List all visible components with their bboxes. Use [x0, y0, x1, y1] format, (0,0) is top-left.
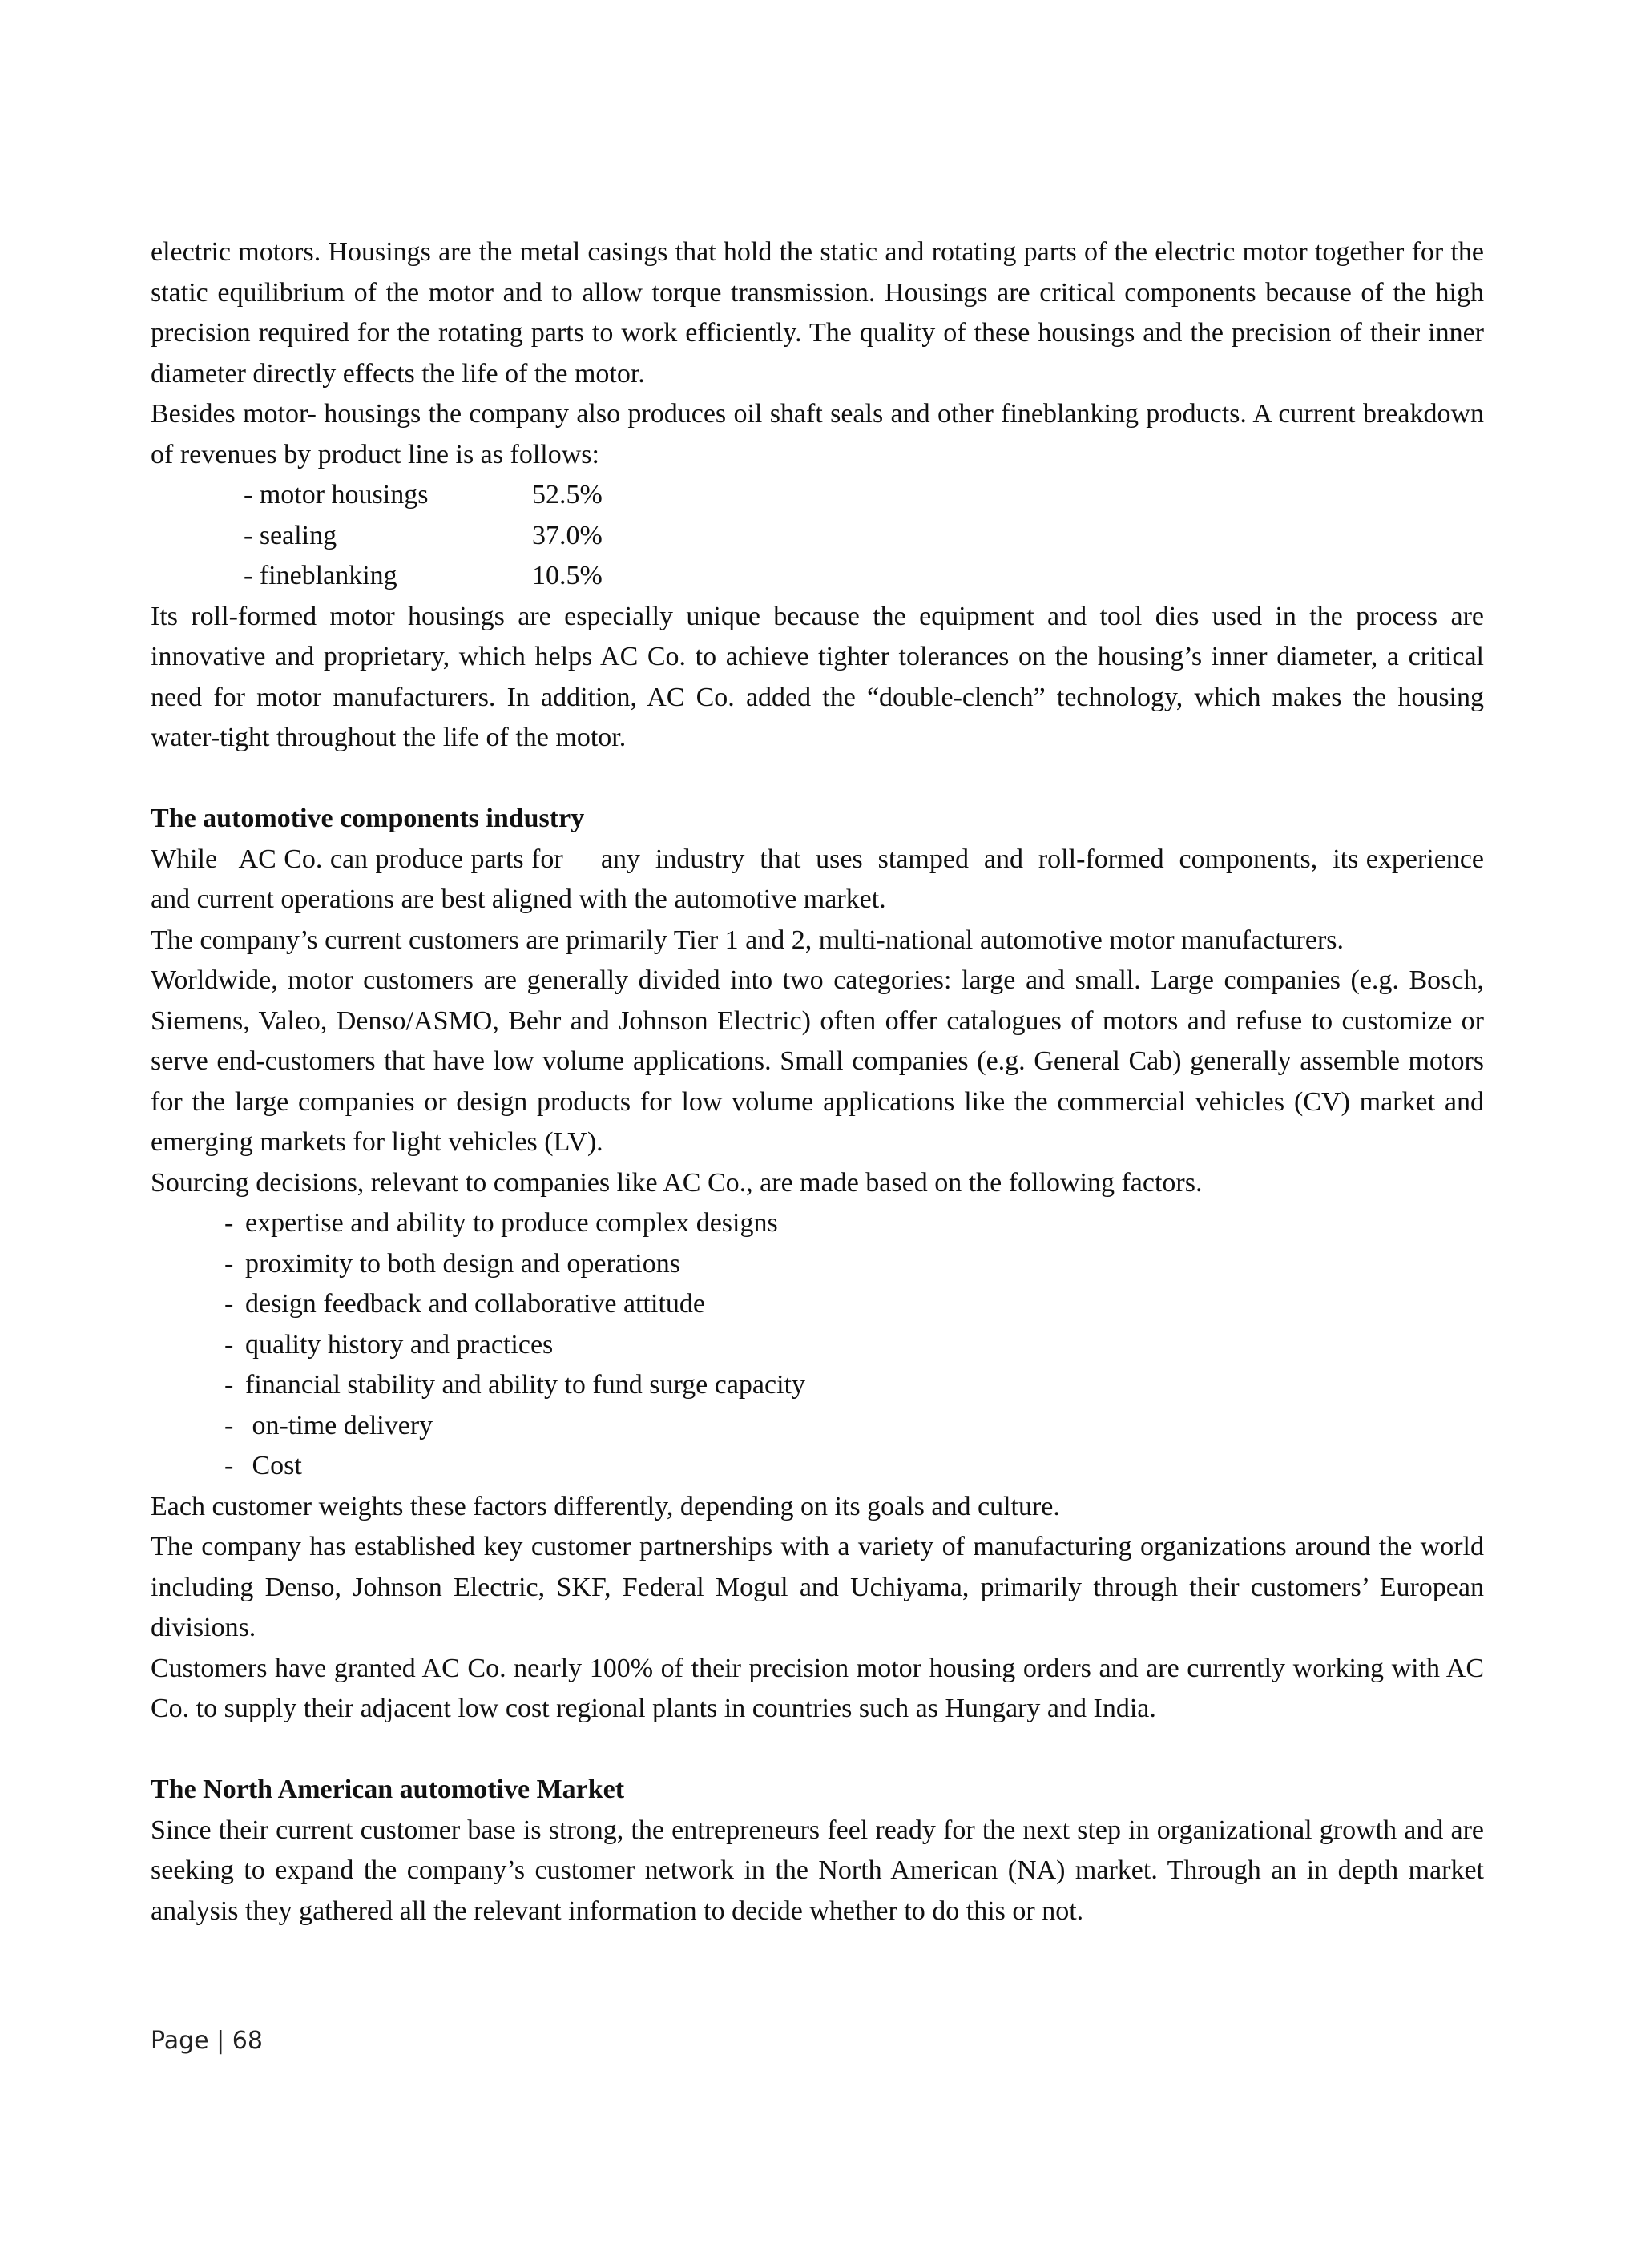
- dash-bullet: -: [224, 1370, 234, 1400]
- revenue-share: 37.0%: [532, 520, 603, 550]
- document-page: [151, 232, 1491, 1932]
- revenue-product: - motor housings: [244, 480, 429, 510]
- list-item-text: Cost: [245, 1451, 302, 1480]
- revenue-row: [151, 475, 1484, 516]
- sourcing-factors-list: [151, 1203, 1484, 1487]
- paragraph-current-customers: The company’s current customers are primarily Tier 1 and 2, multi-national automotive motor manufacturers.: [151, 925, 1344, 955]
- list-item: [224, 1365, 1484, 1406]
- spacer: [151, 759, 1484, 800]
- list-item: [224, 1244, 1484, 1285]
- list-item: [224, 1325, 1484, 1366]
- list-item: [224, 1446, 1484, 1487]
- list-item-text: quality history and practices: [245, 1329, 554, 1360]
- dash-bullet: -: [224, 1208, 234, 1238]
- revenue-product: - fineblanking: [244, 561, 397, 590]
- paragraph-orders: Customers have granted AC Co. nearly 100% of their precision motor housing orders and are currently working with AC Co. to supply their adjacent low cost regional plants in countries such as Hungary and India.: [151, 1653, 1484, 1723]
- revenue-row: [151, 516, 1484, 557]
- revenue-share: 10.5%: [532, 561, 603, 590]
- dash-bullet: -: [224, 1329, 234, 1360]
- page-number: Page | 68: [151, 2027, 263, 2055]
- list-item-text: design feedback and collaborative attitude: [245, 1289, 705, 1319]
- revenue-share: 52.5%: [532, 480, 603, 510]
- paragraph-product-lines: Besides motor- housings the company also produces oil shaft seals and other fineblanking products. A current breakdown of revenues by product line is as follows:: [151, 399, 1484, 469]
- paragraph-partnerships: The company has established key customer partnerships with a variety of manufacturing organizations around the world including Denso, Johnson Electric, SKF, Federal Mogul and Uchiyama, primarily through their customers’ European divisions.: [151, 1532, 1484, 1642]
- list-item: [224, 1284, 1484, 1325]
- paragraph-expansion: Since their current customer base is strong, the entrepreneurs feel ready for the next step in organizational growth and are seeking to expand the company’s customer network in the North American (NA) market. Through an in depth market analysis they gathered all the relevant information to decide whether to do this or not.: [151, 1815, 1484, 1926]
- dash-bullet: -: [224, 1410, 234, 1440]
- list-item-text: on-time delivery: [245, 1410, 433, 1440]
- heading-north-american-market: The North American automotive Market: [151, 1775, 625, 1804]
- heading-automotive-industry: The automotive components industry: [151, 804, 585, 833]
- spacer: [151, 1730, 1484, 1770]
- list-item-text: financial stability and ability to fund surge capacity: [245, 1370, 806, 1400]
- dash-bullet: -: [224, 1248, 234, 1279]
- list-item-text: expertise and ability to produce complex designs: [245, 1208, 778, 1238]
- paragraph-roll-formed: Its roll-formed motor housings are especially unique because the equipment and tool dies used in the process are innovative and proprietary, which helps AC Co. to achieve tighter tolerances on the housing’s inner diameter, a critical need for motor manufacturers. In addition, AC Co. added the “double-clench” technology, which makes the housing water-tight throughout the life of the motor.: [151, 601, 1484, 752]
- paragraph-housings: electric motors. Housings are the metal casings that hold the static and rotating parts of the electric motor together for the static equilibrium of the motor and to allow torque transmission. Housings are critical components because of the high precision required for the rotating parts to work efficiently. The quality of these housings and the precision of their inner diameter directly effects the life of the motor.: [151, 237, 1484, 389]
- paragraph-automotive-alignment: While AC Co. can produce parts for any industry that uses stamped and roll-formed components, its experience and current operations are best aligned with the automotive market.: [151, 844, 1491, 914]
- revenue-breakdown-list: [151, 475, 1484, 597]
- revenue-row: [151, 556, 1484, 597]
- paragraph-weights: Each customer weights these factors differently, depending on its goals and culture.: [151, 1491, 1060, 1521]
- dash-bullet: -: [224, 1451, 234, 1480]
- paragraph-sourcing-intro: Sourcing decisions, relevant to companies like AC Co., are made based on the following factors.: [151, 1167, 1203, 1198]
- revenue-product: - sealing: [244, 520, 337, 550]
- list-item: [224, 1203, 1484, 1244]
- paragraph-customer-categories: Worldwide, motor customers are generally divided into two categories: large and small. Large companies (e.g. Bosch, Siemens, Valeo, Denso/ASMO, Behr and Johnson Electric) often offer catalogues of motors and refuse to customize or serve end-customers that have low volume applications. Small companies (e.g. General Cab) generally assemble motors for the large companies or design products for low volume applications like the commercial vehicles (CV) market and emerging markets for light vehicles (LV).: [151, 965, 1484, 1157]
- dash-bullet: -: [224, 1289, 234, 1319]
- list-item-text: proximity to both design and operations: [245, 1248, 680, 1279]
- list-item: [224, 1406, 1484, 1447]
